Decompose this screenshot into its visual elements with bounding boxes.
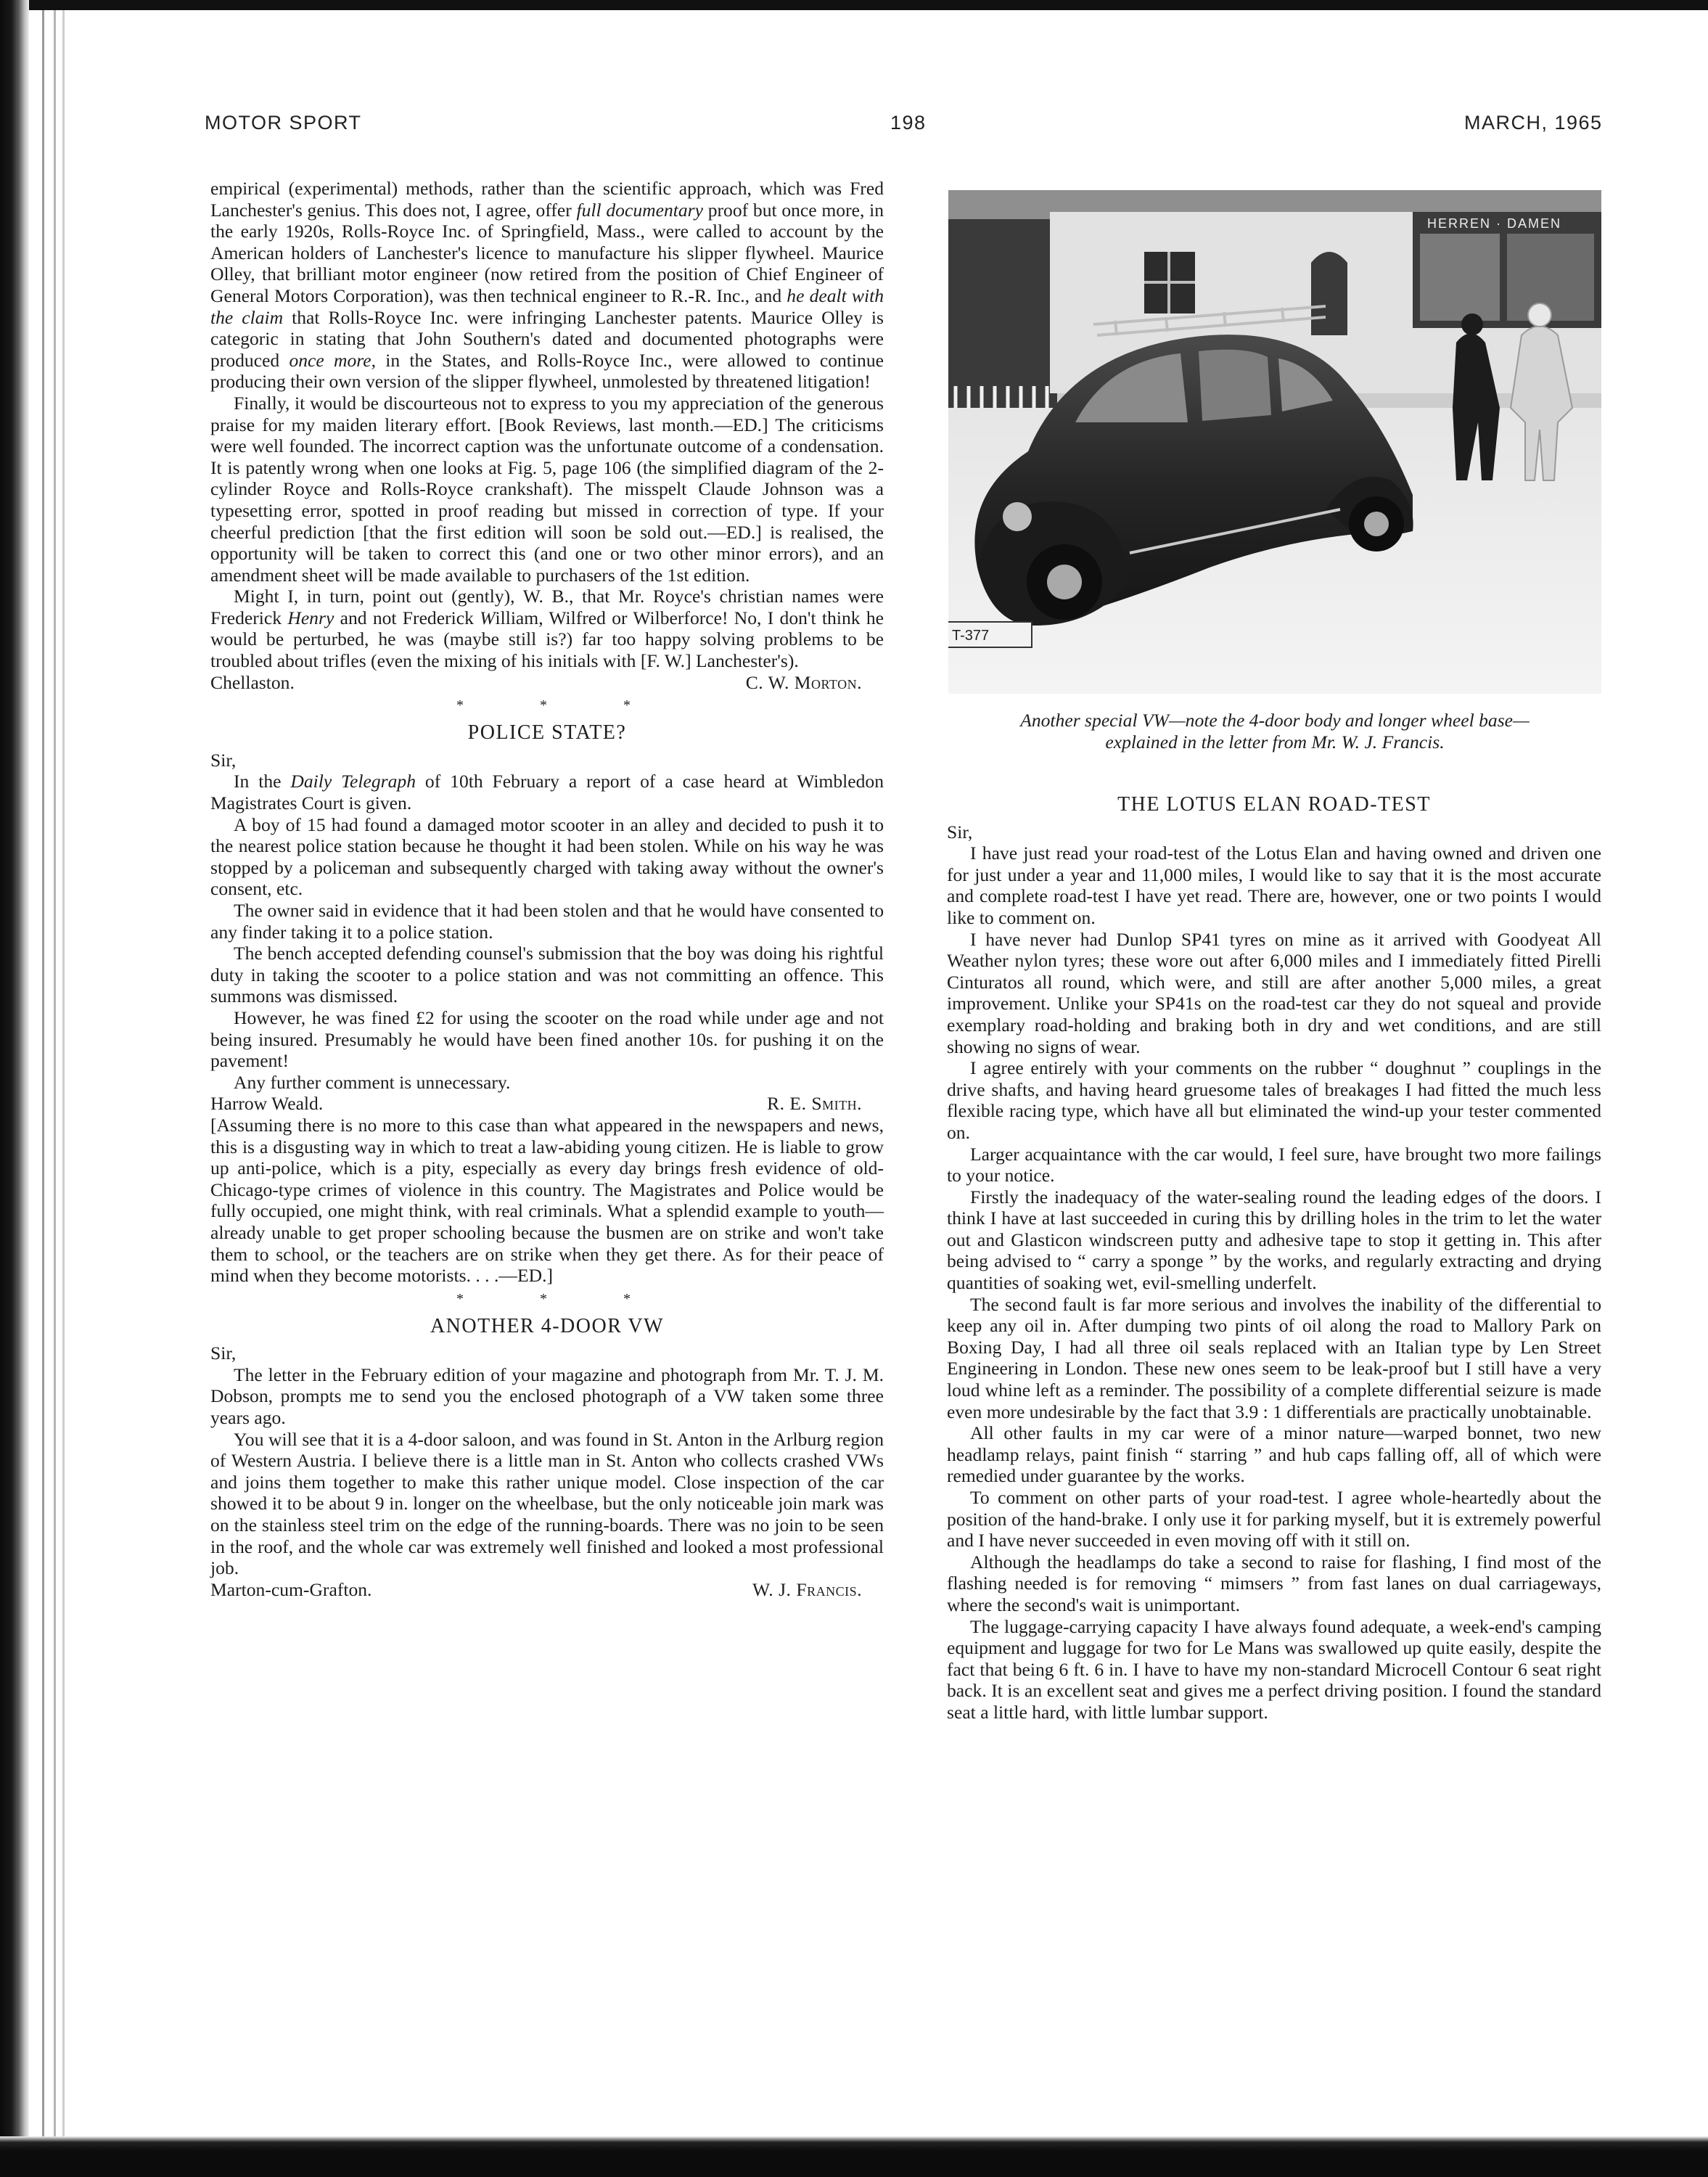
signature-name: C. W. Morton.: [745, 671, 862, 693]
paragraph: I have never had Dunlop SP41 tyres on mine as it arrived with Goodyeat All Weather nylon tyres; these wore out after 6,000 miles and I immediately fitted Pirelli Cinturatos all round, which were, and still are after another 5,000 miles, a great improvement. Unlike your SP41s on the road-test car they do not squeal and provide exemplary road-holding and braking both in dry and wet conditions, and are still showing no signs of wear.: [947, 928, 1601, 1057]
signature-name: R. E. Smith.: [767, 1093, 862, 1115]
paragraph: Larger acquaintance with the car would, I feel sure, have brought two more failings to your notice.: [947, 1143, 1601, 1186]
paragraph: The owner said in evidence that it had been stolen and that he would have consented to any finder taking it to a police station.: [210, 900, 884, 943]
vw-photograph: [948, 190, 1601, 694]
paragraph: empirical (experimental) methods, rather than the scientific approach, which was Fred Lanchester's genius. This does not, I agree, offer full documentary proof but once more, in the early 1920s, Rolls-Royce Inc. of Springfield, Mass., were called to account by the American holders of Lanchester's licence to manufacture his slipper flywheel. Maurice Olley, that brilliant motor engineer (now retired from the position of Chief Engineer of General Motors Corporation), was then technical engineer to R.-R. Inc., and he dealt with the claim that Rolls-Royce Inc. were infringing Lanchester patents. Maurice Olley is categoric in stating that John Southern's dated and documented photographs were produced once more, in the States, and Rolls-Royce Inc., were allowed to continue producing their own version of the slipper flywheel, unmolested by threatened litigation!: [210, 178, 884, 393]
paragraph: To comment on other parts of your road-test. I agree whole-heartedly about the position of the hand-brake. I only use it for parking myself, but it is extremely powerful and I have never succeeded in even moving off with it still on.: [947, 1487, 1601, 1551]
right-column: [947, 790, 1601, 1723]
page-stack-line: [42, 10, 44, 2136]
salutation: Sir,: [210, 749, 237, 771]
paragraph: However, he was fined £2 for using the scooter on the road while under age and not being insured. Presumably he would have been fined another 10s. for pushing it on the pavement!: [210, 1006, 884, 1072]
scan-bottom-edge: [0, 2136, 1708, 2177]
scan-left-edge: [0, 0, 29, 2177]
paragraph: You will see that it is a 4-door saloon, and was found in St. Anton in the Arlburg region of Western Austria. I believe there is a little man in St. Anton who collects crashed VWs and joins them together to make this rather unique model. Close inspection of the car showed it to be about 9 in. longer on the wheelbase, but the only noticeable join mark was on the stainless steel trim on the edge of the running-boards. There was no join to be seen in the roof, and the whole car was extremely well finished and looked a most professional job.: [210, 1428, 884, 1579]
shop-sign-text: HERREN · DAMEN: [1427, 216, 1562, 231]
page-stack-line: [62, 10, 65, 2136]
page-stack-line: [54, 10, 56, 2136]
photo-caption: [948, 710, 1601, 753]
editor-note: [Assuming there is no more to this case than what appeared in the newspapers and news, this is a disgusting way in which to treat a law-abiding young citizen. He is liable to grow up anti-police, which is a pity, especially as every day brings fresh evidence of old-Chicago-type crimes of violence in this country. The Magistrates and Police would be fully occupied, one might think, with real criminals. What a splendid example to youth—already unable to get proper schooling because the busmen are on strike and won't take them to school, or the teachers are on strike when they get there. As for their peace of mind when they become motorists. . . .—ED.]: [210, 1114, 884, 1287]
letter-heading: ANOTHER 4-DOOR VW: [430, 1314, 665, 1337]
paragraph: I have just read your road-test of the Lotus Elan and having owned and driven one for just under a year and 11,000 miles, I would like to say that it is the most accurate and complete road-test I have yet read. There are, however, one or two points I would like to comment on.: [947, 842, 1601, 928]
paragraph: The luggage-carrying capacity I have always found adequate, a week-end's camping equipment and luggage for two for Le Mans was swallowed up quite easily, despite the fact that being 6 ft. 6 in. I have to have my non-standard Microcell Contour 6 seat right back. It is an excellent seat and gives me a perfect driving position. I found the standard seat a little hard, with little lumbar support.: [947, 1615, 1601, 1723]
paragraph: In the Daily Telegraph of 10th February a report of a case heard at Wimbledon Magistrates Court is given.: [210, 771, 884, 814]
caption-line: Another special VW—note the 4-door body and longer wheel base—: [1020, 710, 1530, 731]
paragraph: Although the headlamps do take a second to raise for flashing, I find most of the flashing needed is for removing “ mimsers ” from fast lanes on dual carriageways, where the second's wait is unimportant.: [947, 1551, 1601, 1615]
caption-line: explained in the letter from Mr. W. J. Francis.: [1105, 731, 1445, 753]
paragraph: I agree entirely with your comments on the rubber “ doughnut ” couplings in the drive shafts, and having heard gruesome tales of breakages I had fitted the much less flexible racing type, which have all but eliminated the wind-up your tester commented on.: [947, 1057, 1601, 1143]
signature-place: Marton-cum-Grafton.: [210, 1578, 372, 1600]
signature-line: [210, 1579, 884, 1601]
paragraph: Any further comment is unnecessary.: [234, 1071, 511, 1093]
signature-line: [210, 1093, 884, 1115]
running-head-title: MOTOR SPORT: [205, 112, 362, 134]
vw-car-illustration: [948, 190, 1601, 694]
page-number: 198: [890, 112, 927, 134]
signature-name: W. J. Francis.: [752, 1578, 862, 1600]
paragraph: A boy of 15 had found a damaged motor scooter in an alley and decided to push it to the nearest police station because he thought it had been stolen. While on his way he was stopped by a policeman and subsequently charged with taking away without the owner's consent, etc.: [210, 813, 884, 900]
left-column: [210, 178, 884, 1600]
salutation: Sir,: [210, 1342, 237, 1364]
number-plate: T-377: [952, 628, 990, 644]
running-head-date: MARCH, 1965: [1464, 112, 1603, 134]
paragraph: The bench accepted defending counsel's submission that the boy was doing his rightful duty in taking the scooter to a police station and was not committing an offence. This summons was dismissed.: [210, 943, 884, 1007]
paragraph: Finally, it would be discourteous not to express to you my appreciation of the generous praise for my maiden literary effort. [Book Reviews, last month.—ED.] The criticisms were well founded. The incorrect caption was the unfortunate outcome of a condensation. It is patently wrong when one looks at Fig. 5, page 106 (the simplified diagram of the 2-cylinder Royce and Rolls-Royce crankshaft). The misspelt Claude Johnson was a typesetting error, spotted in proof reading but missed in correction of type. If your cheerful prediction [that the first edition will soon be sold out.—ED.] is realised, the opportunity will be taken to correct this (and one or two other minor errors), and an amendment sheet will be made available to purchasers of the 1st edition.: [210, 392, 884, 586]
letter-heading: THE LOTUS ELAN ROAD-TEST: [1117, 793, 1431, 816]
paragraph: Firstly the inadequacy of the water-sealing round the leading edges of the doors. I think I have at last succeeded in curing this by drilling holes in the trim to let the water out and Glasticon windscreen putty and adhesive tape to stop it getting in. This after being advised to “ carry a sponge ” by the works, and regularly extracting and drying quantities of soaking wet, evil-smelling underfelt.: [947, 1186, 1601, 1294]
paragraph: All other faults in my car were of a minor nature—warped bonnet, two new headlamp relays, paint finish “ starring ” and hub caps falling off, all of which were remedied under guarantee by the works.: [947, 1422, 1601, 1487]
salutation: Sir,: [947, 821, 973, 842]
signature-line: [210, 672, 884, 694]
paragraph: The letter in the February edition of your magazine and photograph from Mr. T. J. M. Dobson, prompts me to send you the enclosed photograph of a VW taken some three years ago.: [210, 1364, 884, 1429]
signature-place: Chellaston.: [210, 671, 295, 693]
letter-heading: POLICE STATE?: [467, 721, 627, 745]
paragraph: Might I, in turn, point out (gently), W. B., that Mr. Royce's christian names were Frederick Henry and not Frederick William, Wilfred or Wilberforce! No, I don't think he would be perturbed, he was (maybe still is?) far too happy solving problems to be troubled about trifles (even the mixing of his initials with [F. W.] Lanchester's).: [210, 586, 884, 672]
section-divider: * * *: [456, 697, 667, 714]
paragraph: The second fault is far more serious and involves the inability of the differential to keep any oil in. After dumping two pints of oil along the road to Mallory Park on Boxing Day, I had all three oil seals replaced with an Italian type by Len Street Engineering in London. These new ones seem to be leak-proof but I still have a very loud whine left as a reminder. The possibility of a complete differential seizure is made even more undesirable by the fact that 3.9 : 1 differentials are practically unobtainable.: [947, 1293, 1601, 1422]
signature-place: Harrow Weald.: [210, 1093, 324, 1115]
section-divider: * * *: [456, 1290, 667, 1307]
scan-top-edge: [0, 0, 1708, 10]
